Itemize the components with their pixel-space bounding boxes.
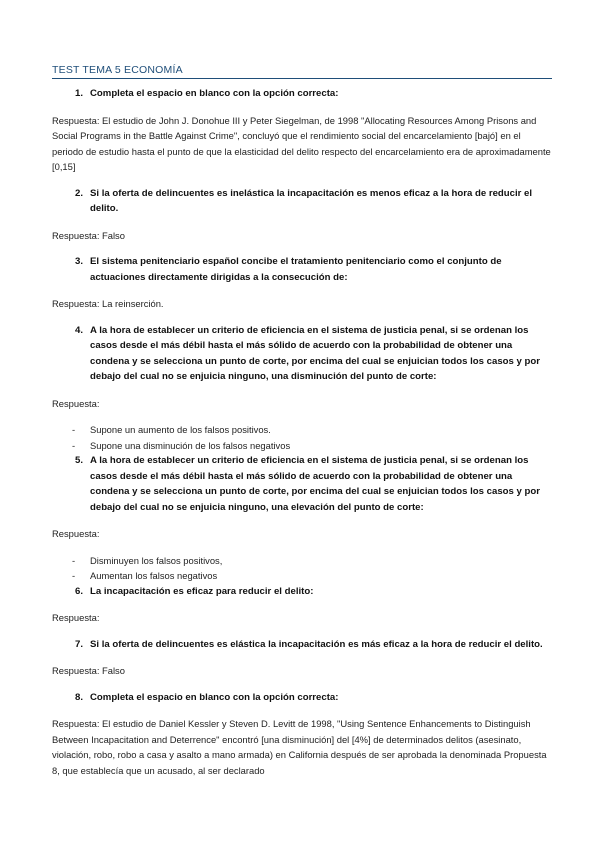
document-body bbox=[52, 86, 552, 789]
question-6 bbox=[52, 584, 552, 600]
list-item: - Disminuyen los falsos positivos, bbox=[52, 553, 552, 569]
question-text: Si la oferta de delincuentes es inelástica la incapacitación es menos eficaz a la hora de reducir el delito. bbox=[90, 187, 533, 214]
bullet-text: Supone un aumento de los falsos positivos. bbox=[90, 424, 271, 435]
title-divider bbox=[52, 78, 552, 79]
question-2 bbox=[52, 186, 552, 217]
document-title: TEST TEMA 5 ECONOMÍA bbox=[52, 64, 183, 76]
answer-4-bullets bbox=[52, 422, 552, 453]
list-item: - Aumentan los falsos negativos bbox=[52, 568, 552, 584]
question-number: 3. bbox=[74, 256, 83, 267]
question-text: A la hora de establecer un criterio de eficiencia en el sistema de justicia penal, si se ordenan los casos desde el más débil hasta el más sólido de acuerdo con la probabilidad de obtener una condena y se selecciona un punto de corte, por encima del cual se enjuician todos los casos y por debajo del cual no se enjuicia ninguno, una disminución del punto de corte: bbox=[90, 324, 540, 382]
answer-7: Respuesta: Falso bbox=[52, 665, 125, 676]
question-number: 2. bbox=[74, 187, 83, 199]
answer-3: Respuesta: La reinserción. bbox=[52, 298, 164, 309]
question-text: Completa el espacio en blanco con la opción correcta: bbox=[90, 88, 339, 99]
question-8 bbox=[52, 690, 552, 706]
question-text: A la hora de establecer un criterio de eficiencia en el sistema de justicia penal, si se ordenan los casos desde el más débil hasta el más sólido de acuerdo con la probabilidad de obtener una condena y se selecciona un punto de corte, por encima del cual se enjuician todos los casos y por debajo del cual no se enjuicia ninguno, una elevación del punto de corte: bbox=[90, 455, 540, 513]
answer-4: Respuesta: bbox=[52, 397, 100, 409]
question-3 bbox=[52, 254, 552, 285]
question-text: Completa el espacio en blanco con la opción correcta: bbox=[90, 691, 339, 703]
answer-5: Respuesta: bbox=[52, 528, 100, 539]
question-number: 6. bbox=[74, 585, 83, 597]
list-item: - Supone un aumento de los falsos positivos. bbox=[52, 422, 552, 438]
question-text: Si la oferta de delincuentes es elástica la incapacitación es más eficaz a la hora de reducir el delito. bbox=[90, 638, 543, 650]
question-1 bbox=[52, 86, 552, 102]
answer-5-bullets bbox=[52, 553, 552, 584]
question-number: 1. bbox=[74, 88, 83, 99]
question-7 bbox=[52, 637, 552, 653]
question-text: La incapacitación es eficaz para reducir el delito: bbox=[90, 585, 314, 597]
question-number: 5. bbox=[74, 455, 83, 466]
answer-8: Respuesta: El estudio de Daniel Kessler y Steven D. Levitt de 1998, "Using Sentence Enhancements to Distinguish Between Incapacitation and Deterrence" encontró [una disminución] del [4%] de determinados delitos (asesinato, violación, robo, robo a casa y asalto a mano armada) en California después de ser aprobada la denominada Propuesta 8, que establecía que un acusado, al ser declarado bbox=[52, 718, 547, 776]
question-number: 7. bbox=[74, 638, 83, 650]
question-4 bbox=[52, 323, 552, 385]
bullet-text: Supone una disminución de los falsos negativos bbox=[90, 439, 291, 451]
question-number: 8. bbox=[74, 691, 83, 703]
question-text: El sistema penitenciario español concibe el tratamiento penitenciario como el conjunto de actuaciones directamente dirigidas a la consecución de: bbox=[90, 256, 502, 283]
answer-1: Respuesta: El estudio de John J. Donohue III y Peter Siegelman, de 1998 "Allocating Resources Among Prisons and Social Programs in the Battle Against Crime", concluyó que el rendimiento social del encarcelamiento [bajó] en el periodo de estudio hasta el punto de que la elasticidad del delito respecto del encarcelamiento era de aproximadamente [0,15] bbox=[52, 114, 551, 172]
answer-6: Respuesta: bbox=[52, 612, 100, 623]
question-5 bbox=[52, 453, 552, 515]
bullet-text: Aumentan los falsos negativos bbox=[90, 570, 218, 581]
list-item: - Supone una disminución de los falsos negativos bbox=[52, 438, 552, 454]
question-number: 4. bbox=[74, 324, 83, 336]
bullet-text: Disminuyen los falsos positivos, bbox=[90, 554, 223, 566]
answer-2: Respuesta: Falso bbox=[52, 229, 125, 241]
